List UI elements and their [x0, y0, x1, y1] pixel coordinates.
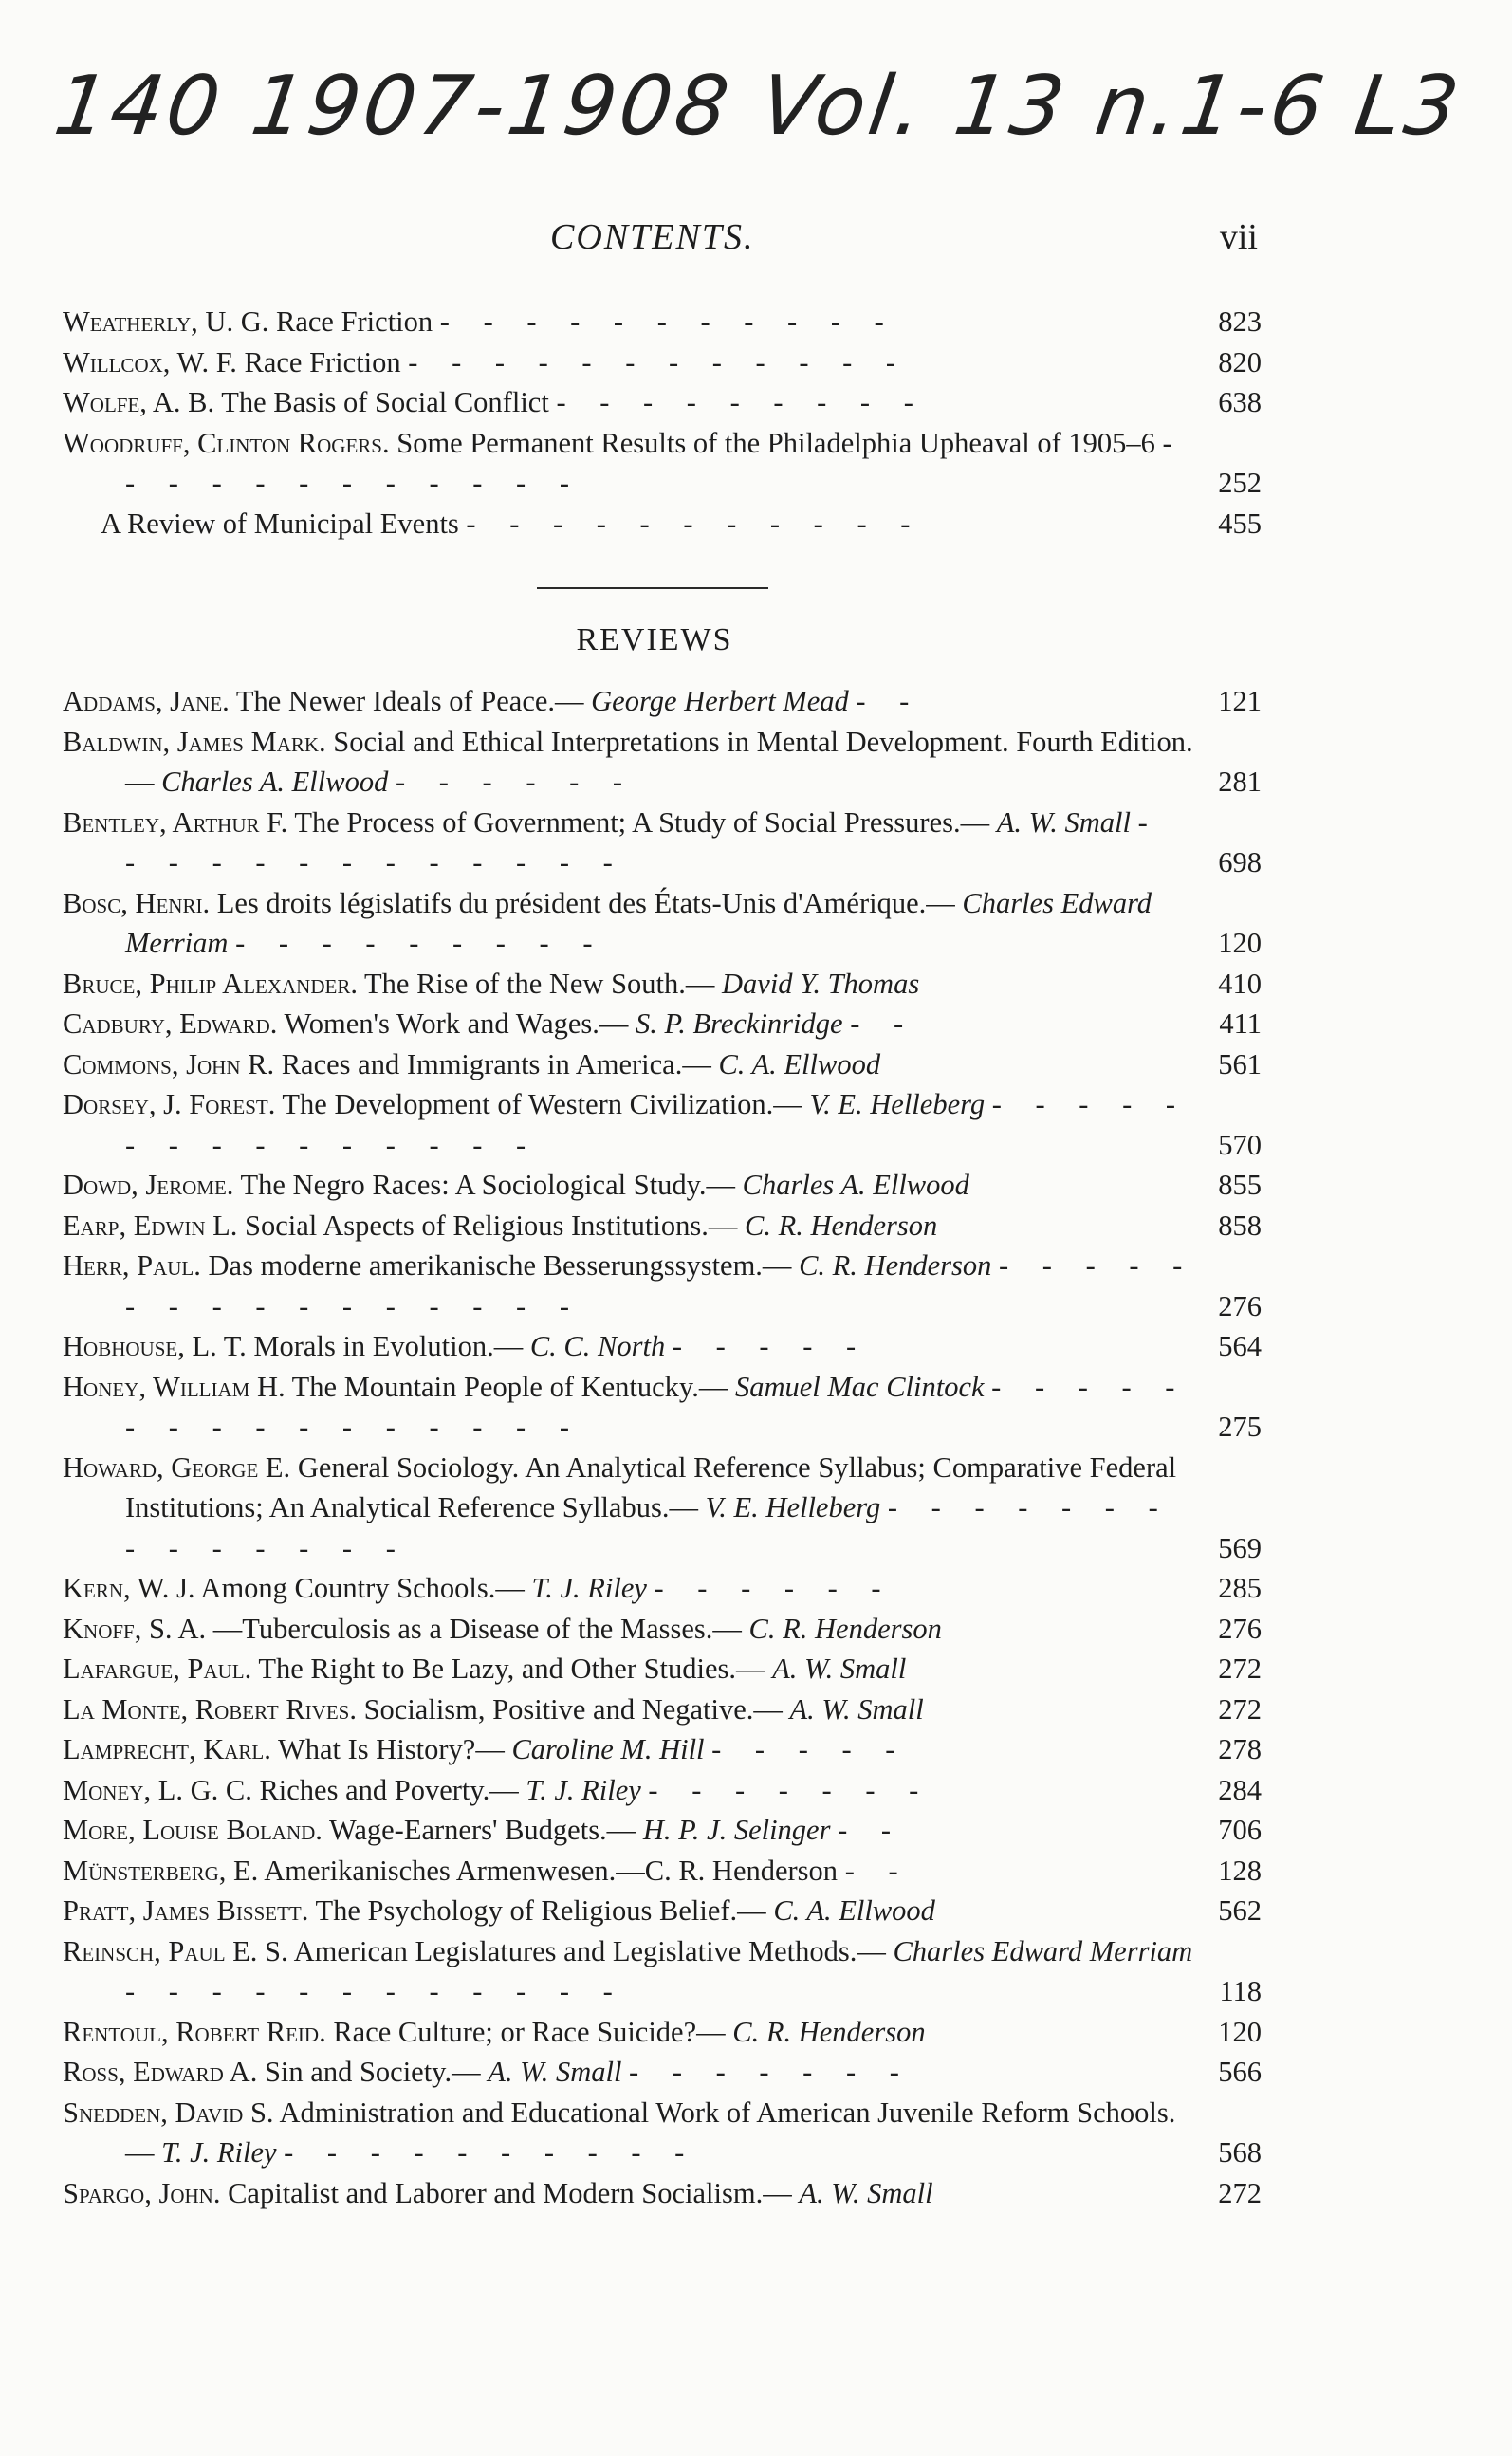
entry-author: Earp, Edwin L. — [63, 1209, 238, 1242]
review-entry — [63, 964, 1262, 1005]
review-entry — [63, 2173, 1262, 2214]
entry-title: Riches and Poverty.— — [259, 1773, 519, 1806]
review-entry — [63, 1851, 1262, 1892]
review-entry — [63, 1326, 1262, 1367]
entry-leader: - - - - - - - - - - - - - - - - — [125, 1370, 1189, 1443]
entry-leader: - - - - - - - - - - - - - - - — [125, 1088, 1189, 1161]
entry-page: 411 — [1219, 1007, 1262, 1040]
entry-page: 855 — [1218, 1169, 1262, 1201]
entry-page: 820 — [1218, 345, 1262, 379]
entry-page: 564 — [1218, 1330, 1262, 1362]
entry-leader: - - - - - - - - - - - - - - - - — [125, 1249, 1196, 1322]
entry-title: Morals in Evolution.— — [253, 1330, 524, 1362]
entry-leader: - - - - - - - - - - - — [466, 507, 924, 540]
entry-author: Knoff, S. A. — [63, 1612, 207, 1645]
entry-author: Commons, John R. — [63, 1047, 275, 1080]
entry-author: Honey, William H. — [63, 1370, 286, 1403]
review-entry — [63, 1729, 1262, 1770]
article-entry — [63, 423, 1262, 504]
entry-title: Women's Work and Wages.— — [284, 1007, 629, 1040]
entry-leader: - - - - - - - - - — [556, 386, 927, 418]
entry-reviewer: C. A. Ellwood — [718, 1047, 881, 1080]
review-entry — [63, 2012, 1262, 2053]
entry-reviewer: C. R. Henderson — [744, 1209, 938, 1242]
entry-reviewer: A. W. Small — [772, 1653, 907, 1685]
entry-title: —Tuberculosis as a Disease of the Masses.— — [212, 1612, 742, 1645]
entry-page: 272 — [1218, 1653, 1262, 1685]
entry-title: The Psychology of Religious Belief.— — [315, 1894, 766, 1927]
entry-author: Rentoul, Robert Reid. — [63, 2015, 326, 2048]
entry-leader: - - - - - - - - - - - - — [125, 426, 1186, 499]
review-entry — [63, 1044, 1262, 1085]
entry-author: Münsterberg, E. — [63, 1854, 259, 1887]
entry-author: Cadbury, Edward. — [63, 1007, 278, 1040]
entry-leader: - - - - - - — [395, 766, 636, 798]
entry-reviewer: Charles A. Ellwood — [161, 766, 389, 798]
entry-author: Bentley, Arthur F. — [63, 805, 288, 839]
entry-reviewer: A. W. Small — [789, 1692, 924, 1726]
entry-title: Wage-Earners' Budgets.— — [329, 1814, 636, 1846]
review-entry — [63, 722, 1262, 803]
entry-reviewer: Samuel Mac Clintock — [734, 1370, 985, 1403]
entry-author: More, Louise Boland. — [63, 1814, 323, 1846]
entry-title: Amerikanisches Armenwesen.—C. R. Henderson — [264, 1854, 839, 1887]
entry-reviewer: C. R. Henderson — [748, 1612, 942, 1645]
entry-reviewer: C. R. Henderson — [732, 2015, 926, 2048]
entry-leader: - - - - - - - - - - - - — [408, 345, 910, 379]
entry-author: Reinsch, Paul E. S. — [63, 1934, 288, 1967]
entry-author: Wolfe, A. B. — [63, 386, 215, 418]
entry-reviewer: S. P. Breckinridge — [636, 1007, 843, 1040]
entry-title: Social Aspects of Religious Institutions.— — [245, 1209, 738, 1242]
review-entry — [63, 1367, 1262, 1448]
entry-leader: - - - - - - - — [648, 1773, 932, 1806]
entry-leader: - - - - - - - - - - - - - — [125, 805, 1161, 878]
reviews-list — [63, 681, 1262, 2213]
entry-page: 562 — [1218, 1894, 1262, 1927]
entry-reviewer: V. E. Helleberg — [809, 1088, 986, 1120]
entry-author: Willcox, W. F. — [63, 345, 237, 379]
review-entry — [63, 1609, 1262, 1650]
entry-reviewer: H. P. J. Selinger — [642, 1814, 831, 1846]
entry-reviewer: A. W. Small — [488, 2056, 622, 2088]
review-entry — [63, 803, 1262, 883]
review-entry — [63, 1448, 1262, 1569]
entry-author: Bosc, Henri. — [63, 886, 211, 919]
entry-author: Dorsey, J. Forest. — [63, 1088, 276, 1120]
entry-reviewer: Charles A. Ellwood — [742, 1169, 969, 1201]
entry-page: 118 — [1219, 1975, 1262, 2007]
entry-author: Herr, Paul. — [63, 1249, 201, 1282]
entry-author: Lamprecht, Karl. — [63, 1733, 271, 1765]
entry-title: Les droits législatifs du président des États-Unis d'Amérique.— — [216, 886, 955, 919]
reviews-heading: REVIEWS — [576, 622, 733, 657]
entry-page: 278 — [1218, 1733, 1262, 1765]
review-entry — [63, 1649, 1262, 1690]
entry-author: Money, L. G. C. — [63, 1773, 252, 1806]
entry-title: A Review of Municipal Events — [101, 507, 459, 540]
review-entry — [63, 2052, 1262, 2093]
entry-author: Howard, George E. — [63, 1450, 291, 1484]
entry-reviewer: Charles Edward Merriam — [893, 1934, 1193, 1967]
entry-page: 284 — [1218, 1773, 1262, 1806]
entry-title: Administration and Educational Work of American Juvenile Reform Schools.— — [125, 2096, 1176, 2169]
entry-leader: - - — [838, 1814, 905, 1846]
entry-page: 121 — [1218, 685, 1262, 717]
entry-leader: - - - - - — [711, 1733, 909, 1765]
entry-leader: - - - - - - - - - - - - — [125, 1975, 626, 2007]
entry-author: Pratt, James Bissett. — [63, 1894, 309, 1927]
review-entry — [63, 1206, 1262, 1246]
running-head: CONTENTS. — [550, 217, 755, 257]
entry-author: Baldwin, James Mark. — [63, 725, 326, 758]
entry-page: 561 — [1218, 1047, 1262, 1080]
entry-leader: - - - - - — [672, 1330, 870, 1362]
entry-author: Dowd, Jerome. — [63, 1169, 234, 1201]
entry-reviewer: A. W. Small — [799, 2176, 933, 2209]
article-entry — [63, 342, 1262, 383]
article-entry — [63, 302, 1262, 342]
entry-title: Races and Immigrants in America.— — [281, 1047, 711, 1080]
entry-page: 706 — [1218, 1814, 1262, 1846]
review-entry — [63, 1165, 1262, 1206]
review-entry — [63, 1004, 1262, 1044]
entry-title: The Mountain People of Kentucky.— — [291, 1370, 728, 1403]
entry-title: Race Culture; or Race Suicide?— — [333, 2015, 726, 2048]
entry-title: The Negro Races: A Sociological Study.— — [240, 1169, 736, 1201]
review-entry — [63, 1246, 1262, 1326]
entry-reviewer: C. C. North — [529, 1330, 666, 1362]
review-entry — [63, 1891, 1262, 1931]
entry-leader: - - — [856, 685, 923, 717]
review-entry — [63, 681, 1262, 722]
entry-title: General Sociology. An Analytical Reference Syllabus; Comparative Federal Institutions; An Analytical Reference Syllabus.— — [125, 1450, 1177, 1523]
review-entry — [63, 1568, 1262, 1609]
entry-author: Woodruff, Clinton Rogers. — [63, 426, 390, 459]
entry-leader: - - - - - - - - - - - - - - — [125, 1491, 1171, 1564]
entry-leader: - - - - - - - - - — [235, 927, 606, 959]
entry-page: 568 — [1218, 2136, 1262, 2169]
entry-title: Sin and Society.— — [264, 2056, 481, 2088]
entry-page: 120 — [1218, 2015, 1262, 2048]
entry-author: Hobhouse, L. T. — [63, 1330, 247, 1362]
entry-author: Spargo, John. — [63, 2176, 221, 2209]
entry-title: Among Country Schools.— — [200, 1572, 525, 1604]
entry-page: 570 — [1218, 1128, 1262, 1161]
entry-leader: - - - - - - - - - - — [284, 2136, 698, 2169]
entry-page: 698 — [1218, 846, 1262, 878]
review-entry — [63, 1690, 1262, 1730]
entry-title: The Development of Western Civilization.— — [282, 1088, 802, 1120]
entry-page: 252 — [1218, 467, 1262, 499]
entry-author: Kern, W. J. — [63, 1572, 195, 1604]
entry-reviewer: Caroline M. Hill — [511, 1733, 705, 1765]
entry-reviewer: V. E. Helleberg — [705, 1491, 881, 1523]
articles-list — [63, 302, 1262, 544]
entry-page: 276 — [1218, 1612, 1262, 1645]
entry-author: Addams, Jane. — [63, 685, 230, 717]
entry-page: 272 — [1218, 1692, 1262, 1726]
handwritten-note: 140 1907-1908 Vol. 13 n.1-6 L3 — [48, 59, 1468, 154]
entry-leader: - - — [850, 1007, 917, 1040]
entry-page: 410 — [1218, 967, 1262, 1000]
entry-title: Socialism, Positive and Negative.— — [363, 1692, 783, 1726]
entry-reviewer: George Herbert Mead — [591, 685, 849, 717]
entry-page: 569 — [1218, 1531, 1262, 1564]
entry-page: 272 — [1218, 2176, 1262, 2209]
entry-title: Das moderne amerikanische Besserungssystem.— — [208, 1249, 792, 1282]
entry-reviewer: C. A. Ellwood — [773, 1894, 935, 1927]
entry-title: The Process of Government; A Study of Social Pressures.— — [294, 805, 990, 839]
entry-reviewer: Charles Edward Merriam — [125, 886, 1152, 959]
entry-page: 566 — [1218, 2056, 1262, 2088]
review-entry — [63, 2093, 1262, 2173]
entry-leader: - - - - - - - - - - - — [439, 305, 897, 338]
entry-reviewer: T. J. Riley — [531, 1572, 647, 1604]
entry-page: 858 — [1218, 1209, 1262, 1242]
entry-title: The Newer Ideals of Peace.— — [235, 685, 584, 717]
entry-leader: - - - - - - — [654, 1572, 894, 1604]
entry-author: Weatherly, U. G. — [63, 305, 269, 338]
review-entry — [63, 883, 1262, 964]
entry-title: Race Friction — [244, 345, 401, 379]
entry-leader: - - - - - - - — [629, 2056, 913, 2088]
entry-page: 455 — [1218, 507, 1262, 540]
entry-title: Capitalist and Laborer and Modern Socialism.— — [228, 2176, 792, 2209]
entry-page: 276 — [1218, 1289, 1262, 1322]
page-number: vii — [1219, 217, 1258, 257]
entry-page: 285 — [1218, 1572, 1262, 1604]
entry-page: 823 — [1218, 305, 1262, 338]
entry-title: The Basis of Social Conflict — [221, 386, 549, 418]
entry-reviewer: T. J. Riley — [526, 1773, 641, 1806]
article-entry — [63, 382, 1262, 423]
entry-page: 281 — [1218, 766, 1262, 798]
entry-page: 638 — [1218, 386, 1262, 418]
article-entry — [63, 504, 1262, 545]
entry-leader: - - — [844, 1854, 912, 1887]
entry-author: Snedden, David S. — [63, 2096, 274, 2129]
entry-author: Ross, Edward A. — [63, 2056, 258, 2088]
entry-title: The Rise of the New South.— — [364, 967, 715, 1000]
review-entry — [63, 1810, 1262, 1851]
entry-title: Race Friction — [275, 305, 433, 338]
review-entry — [63, 1084, 1262, 1165]
entry-page: 128 — [1218, 1854, 1262, 1887]
entry-title: What Is History?— — [277, 1733, 505, 1765]
entry-reviewer: David Y. Thomas — [722, 967, 920, 1000]
section-divider — [537, 587, 768, 589]
review-entry — [63, 1770, 1262, 1811]
entry-title: The Right to Be Lazy, and Other Studies.— — [258, 1653, 765, 1685]
entry-title: Social and Ethical Interpretations in Mental Development. Fourth Edition.— — [125, 725, 1193, 798]
entry-reviewer: C. R. Henderson — [799, 1249, 992, 1282]
entry-author: Lafargue, Paul. — [63, 1653, 252, 1685]
entry-reviewer: A. W. Small — [996, 805, 1131, 839]
entry-title: Some Permanent Results of the Philadelphia Upheaval of 1905–6 — [396, 426, 1155, 459]
entry-page: 120 — [1218, 927, 1262, 959]
entry-reviewer: T. J. Riley — [161, 2136, 277, 2169]
entry-page: 275 — [1218, 1411, 1262, 1443]
review-entry — [63, 1931, 1262, 2012]
entry-author: Bruce, Philip Alexander. — [63, 967, 358, 1000]
entry-title: American Legislatures and Legislative Methods.— — [293, 1934, 886, 1967]
entry-author: La Monte, Robert Rives. — [63, 1692, 357, 1726]
